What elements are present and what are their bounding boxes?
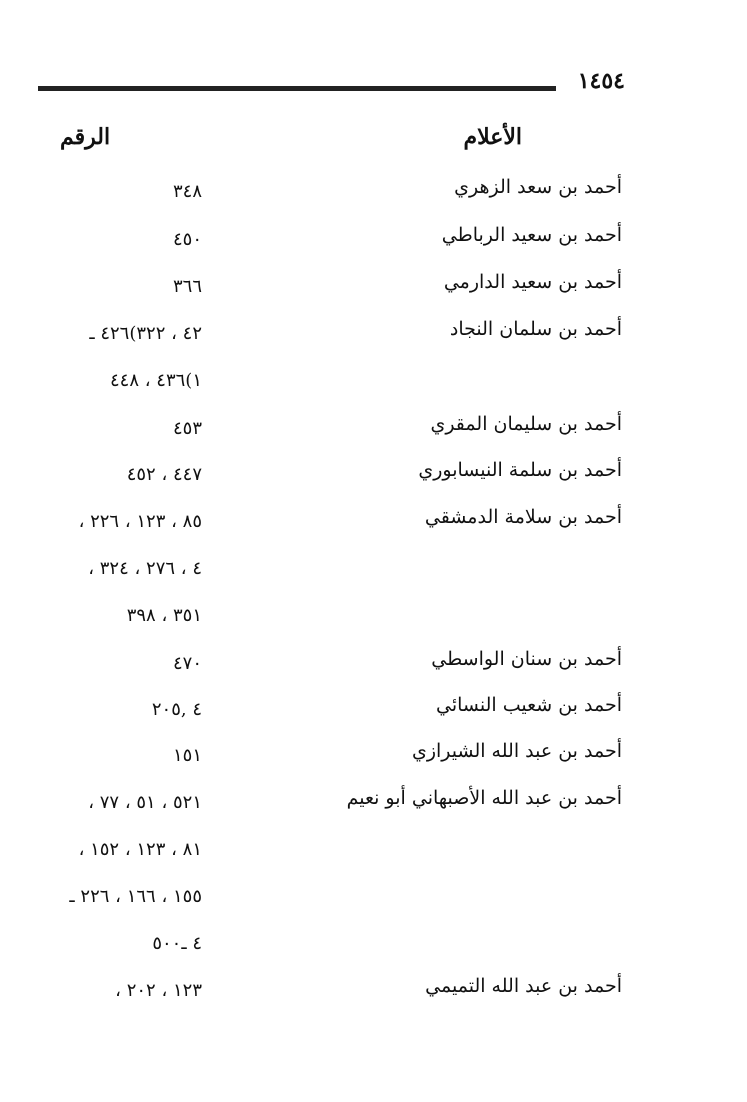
page-ref: ٤ ، ٢٧٦ ، ٣٢٤ ،: [88, 558, 202, 579]
index-name: أحمد بن سعيد الرباطي: [441, 224, 622, 246]
index-name: أحمد بن سعيد الدارمي: [443, 271, 622, 293]
index-name: أحمد بن عبد الله التميمي: [425, 975, 622, 997]
page-ref: ١٥٥ ، ١٦٦ ، ٢٢٦ ـ: [69, 886, 202, 907]
page-ref: ٤٢ ، ٣٢٢)٤٢٦ ـ: [89, 323, 202, 344]
index-name: أحمد بن عبد الله الأصبهاني أبو نعيم: [346, 787, 622, 809]
page-ref: ٤ ,٢٠٥: [151, 699, 202, 720]
page-ref: ٤٥٣: [172, 418, 202, 439]
page-ref: ٨١ ، ١٢٣ ، ١٥٢ ،: [78, 839, 202, 860]
index-name: أحمد بن سنان الواسطي: [431, 648, 622, 670]
page-ref: ١)٤٣٦ ، ٤٤٨: [110, 370, 202, 391]
refs-column-header: الرقم: [60, 124, 111, 150]
page-ref: ٤٥٠: [172, 229, 202, 250]
page-ref: ٤ ـ٥٠٠: [152, 933, 202, 954]
index-name: أحمد بن سليمان المقري: [430, 413, 622, 435]
page-ref: ٤٧٠: [172, 653, 202, 674]
page-ref: ١٢٣ ، ٢٠٢ ،: [115, 980, 202, 1001]
page-ref: ٣٦٦: [172, 276, 202, 297]
names-column-header: الأعلام: [463, 124, 522, 150]
header-rule: [38, 86, 556, 91]
index-name: أحمد بن سلمان النجاد: [449, 318, 622, 340]
index-name: أحمد بن سلمة النيسابوري: [418, 459, 622, 481]
index-name: أحمد بن عبد الله الشيرازي: [411, 740, 622, 762]
index-name: أحمد بن سلامة الدمشقي: [424, 506, 622, 528]
index-name: أحمد بن سعد الزهري: [454, 176, 622, 198]
index-name: أحمد بن شعيب النسائي: [436, 694, 622, 716]
page-ref: ٨٥ ، ١٢٣ ، ٢٢٦ ،: [78, 511, 202, 532]
page-ref: ١٥١: [172, 745, 202, 766]
page-ref: ٣٤٨: [172, 181, 202, 202]
page-ref: ٥٢١ ، ٥١ ، ٧٧ ،: [88, 792, 202, 813]
page-number: ١٤٥٤: [577, 68, 625, 94]
page-ref: ٤٤٧ ، ٤٥٢: [126, 464, 202, 485]
page-ref: ٣٥١ ، ٣٩٨: [126, 605, 202, 626]
